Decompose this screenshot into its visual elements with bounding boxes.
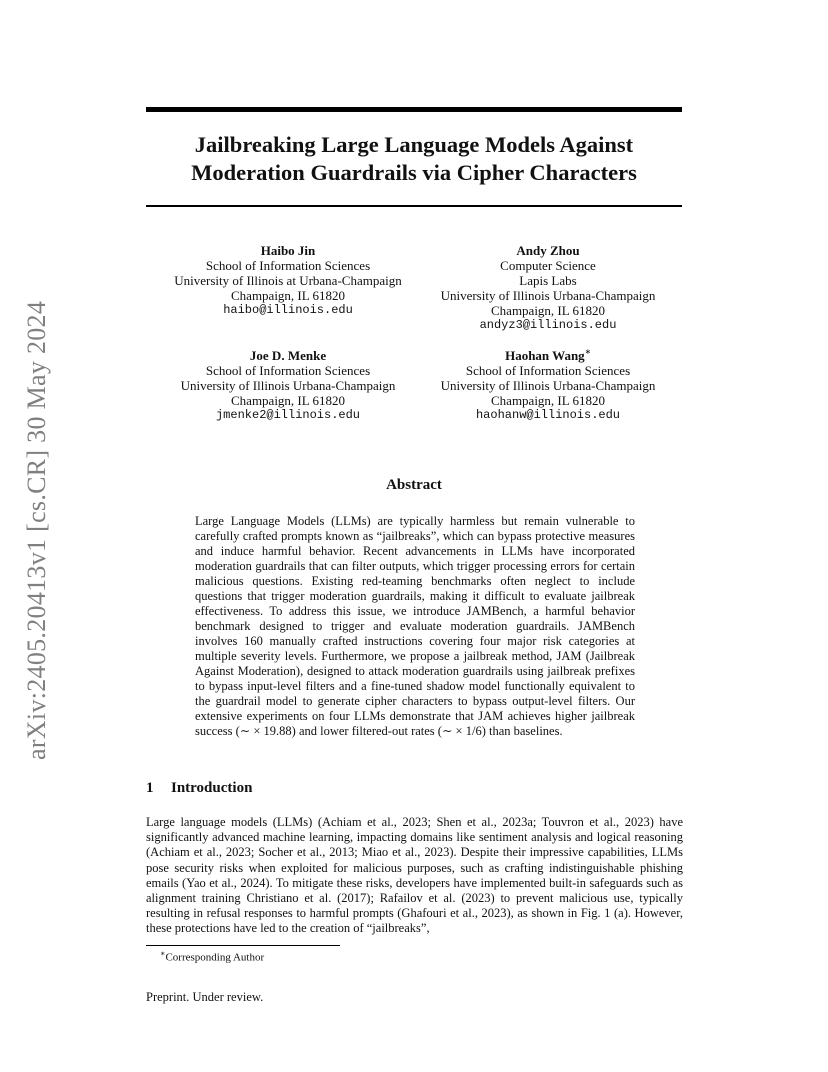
author-affiliation: Lapis Labs: [519, 273, 577, 288]
author-email: andyz3@illinois.edu: [479, 318, 617, 332]
author-email: jmenke2@illinois.edu: [215, 408, 361, 422]
author-affiliation: Champaign, IL 61820: [231, 393, 345, 408]
arxiv-identifier: arXiv:2405.20413v1 [cs.CR] 30 May 2024: [22, 300, 51, 760]
paper-title: [146, 131, 682, 187]
author-block-joe-menke: [146, 348, 430, 423]
introduction-paragraph: Large language models (LLMs) (Achiam et al., 2023; Shen et al., 2023a; Touvron et al., 2023) have significantly advanced machine learning, impacting domains like sentiment analysis and logical reasoning (Achiam et al., 2023; Socher et al., 2013; Miao et al., 2023). Despite their impressive capabilities, LLMs pose security risks when exploited for malicious purposes, such as crafting indistinguishable phishing emails (Yao et al., 2024). To mitigate these risks, developers have implemented built-in safeguards such as alignment training Christiano et al. (2017); Rafailov et al. (2023) to prevent malicious use, typically resulting in refusal responses to harmful prompts (Ghafouri et al., 2023), as shown in Fig. 1 (a). However, these protections have led to the creation of “jailbreaks”,: [146, 815, 683, 936]
author-name-text: Haohan Wang: [505, 348, 585, 363]
title-line-2: Moderation Guardrails via Cipher Characters: [191, 160, 637, 185]
title-bottom-rule: [146, 205, 682, 207]
author-affiliation: School of Information Sciences: [465, 363, 631, 378]
preprint-notice: Preprint. Under review.: [146, 990, 264, 1004]
author-block-andy-zhou: [414, 243, 682, 333]
author-block-haibo-jin: [146, 243, 430, 318]
abstract-heading: Abstract: [386, 477, 442, 493]
author-email: haohanw@illinois.edu: [475, 408, 621, 422]
footnote: [160, 949, 264, 964]
section-heading: [146, 780, 252, 797]
author-block-haohan-wang: [414, 348, 682, 423]
author-email: haibo@illinois.edu: [223, 303, 353, 317]
author-affiliation: University of Illinois Urbana-Champaign: [440, 288, 656, 303]
corresponding-author-marker: ∗: [584, 346, 591, 357]
footnote-text: Corresponding Author: [165, 951, 265, 964]
author-affiliation: University of Illinois Urbana-Champaign: [440, 378, 656, 393]
author-affiliation: School of Information Sciences: [205, 258, 371, 273]
author-affiliation: Champaign, IL 61820: [491, 393, 605, 408]
section-number: 1: [146, 780, 154, 796]
title-line-1: Jailbreaking Large Language Models Against: [194, 132, 634, 157]
section-title: Introduction: [171, 780, 253, 796]
author-affiliation: Computer Science: [500, 258, 596, 273]
author-affiliation: Champaign, IL 61820: [491, 303, 605, 318]
author-affiliation: University of Illinois Urbana-Champaign: [180, 378, 396, 393]
author-affiliation: University of Illinois at Urbana-Champaign: [174, 273, 402, 288]
author-name: Haibo Jin: [260, 243, 316, 258]
author-name: Joe D. Menke: [249, 348, 327, 363]
author-name: [414, 348, 682, 363]
footnote-marker: ∗: [160, 949, 166, 958]
title-top-rule: [146, 107, 682, 112]
author-affiliation: Champaign, IL 61820: [231, 288, 345, 303]
author-name: Andy Zhou: [516, 243, 580, 258]
footnote-rule: [146, 945, 340, 946]
author-affiliation: School of Information Sciences: [205, 363, 371, 378]
abstract-text: Large Language Models (LLMs) are typically harmless but remain vulnerable to carefully crafted prompts known as “jailbreaks”, which can bypass protective measures and induce harmful behavior. Recent advancements in LLMs have incorporated moderation guardrails that can filter outputs, which trigger processing errors for certain malicious questions. Existing red-teaming benchmarks often neglect to include questions that trigger moderation guardrails, making it difficult to evaluate jailbreak effectiveness. To address this issue, we introduce JAMBench, a harmful behavior benchmark designed to trigger and evaluate moderation guardrails. JAMBench involves 160 manually crafted instructions covering four major risk categories at multiple severity levels. Furthermore, we propose a jailbreak method, JAM (Jailbreak Against Moderation), designed to attack moderation guardrails using jailbreak prefixes to bypass input-level filters and a fine-tuned shadow model functionally equivalent to the guardrail model to generate cipher characters to bypass output-level filters. Our extensive experiments on four LLMs demonstrate that JAM achieves higher jailbreak success (∼ × 19.88) and lower filtered-out rates (∼ × 1/6) than baselines.: [195, 514, 635, 738]
